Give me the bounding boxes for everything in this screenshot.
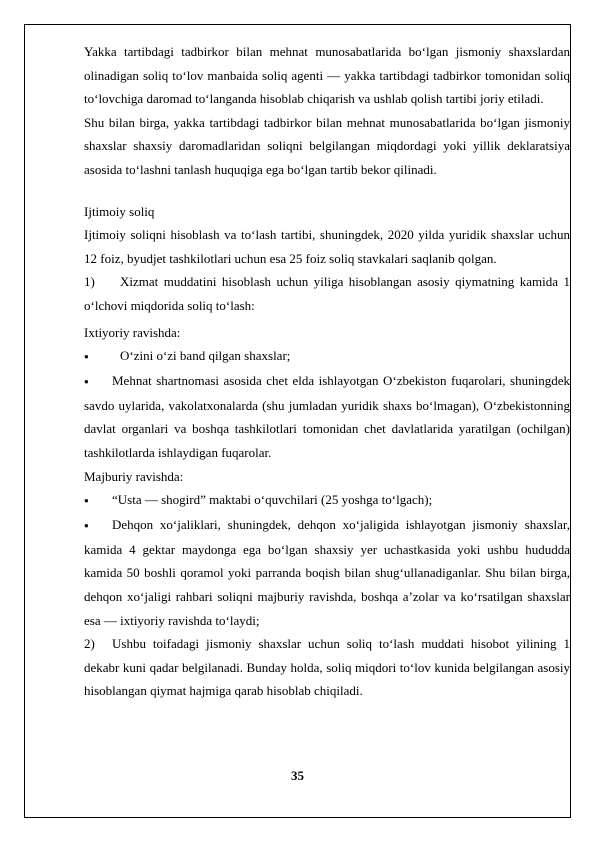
bullet-text: Mehnat shartnomasi asosida chet elda ishlayotgan O‘zbekiston fuqarolari, shuningdek savdo uylarida, vakolatxonalarda (shu jumladan yuridik shaxs bo‘lmagan), O‘zbekistonning davlat organlari va boshqa tashkilotlari tomonidan chet davlatlarida yaratilgan (ochilgan) tashkilotlarda ishlaydigan fuqarolar. [84, 372, 570, 460]
paragraph-3: Ijtimoiy soliqni hisoblash va to‘lash tartibi, shuningdek, 2020 yilda yuridik shaxslar uchun 12 foiz, byudjet tashkilotlari uchun esa 25 foiz soliq stavkalari saqlanib qolgan. [84, 227, 570, 266]
bullet-item [84, 344, 570, 369]
bullet-item [84, 488, 570, 513]
bullet-icon: ● [84, 352, 89, 362]
bullet-item [84, 369, 570, 465]
bullet-text: O‘zini o‘zi band qilgan shaxslar; [120, 348, 291, 364]
voluntary-label: Ixtiyoriy ravishda: [84, 324, 181, 340]
item-number: 2) [84, 636, 95, 652]
numbered-item-1 [84, 270, 570, 317]
item-text: Ushbu toifadagi jismoniy shaxslar uchun soliq to‘lash muddati hisobot yilining 1 dekabr kuni qadar belgilanadi. Bunday holda, soliq miqdori to‘lov kunida belgilangan asosiy hisoblangan qiymat hajmiga qarab hisoblab chiqiladi. [84, 636, 570, 699]
bullet-text: Dehqon xo‘jaliklari, shuningdek, dehqon xo‘jaligida ishlayotgan jismoniy shaxslar, kamida 4 gektar maydonga ega bo‘lgan shaxsiy yer uchastkasida yoki ushbu hududda kamida 50 boshli qoramol yoki parranda boqish bilan shug‘ullanadiganlar. Shu bilan birga, dehqon xo‘jaligi rahbari soliqni majburiy ravishda, boshqa a’zolar va ko‘rsatilgan shaxslar esa — ixtiyoriy ravishda to‘laydi; [84, 516, 570, 628]
mandatory-label: Majburiy ravishda: [84, 468, 184, 484]
paragraph-1: Yakka tartibdagi tadbirkor bilan mehnat munosabatlarida bo‘lgan jismoniy shaxslardan olinadigan soliq to‘lov manbaida soliq agenti — yakka tartibdagi tadbirkor tomonidan soliq to‘lovchiga daromad to‘langanda hisoblab chiqarish va ushlab qolish tartibi joriy etiladi. [84, 44, 570, 107]
bullet-text: “Usta — shogird” maktabi o‘quvchilari (25 yoshga to‘lgach); [112, 492, 433, 508]
bullet-icon: ● [84, 377, 89, 387]
bullet-icon: ● [84, 521, 89, 531]
paragraph-2: Shu bilan birga, yakka tartibdagi tadbirkor bilan mehnat munosabatlarida bo‘lgan jismoniy shaxslar shaxsiy daromadlaridan soliqni belgilangan miqdordagi yoki yillik deklaratsiya asosida to‘lashni tanlash huquqiga ega bo‘lgan tartib bekor qilinadi. [84, 114, 570, 177]
numbered-item-2 [84, 632, 570, 703]
page-number: 35 [291, 768, 304, 783]
item-text: Xizmat muddatini hisoblash uchun yiliga hisoblangan asosiy qiymatning kamida 1 o‘lchovi miqdorida soliq to‘lash: [84, 274, 570, 313]
item-number: 1) [84, 274, 95, 290]
document-body [84, 40, 570, 703]
bullet-item [84, 513, 570, 632]
bullet-icon: ● [84, 496, 89, 506]
section-heading: Ijtimoiy soliq [84, 203, 155, 219]
spacer [84, 182, 570, 200]
